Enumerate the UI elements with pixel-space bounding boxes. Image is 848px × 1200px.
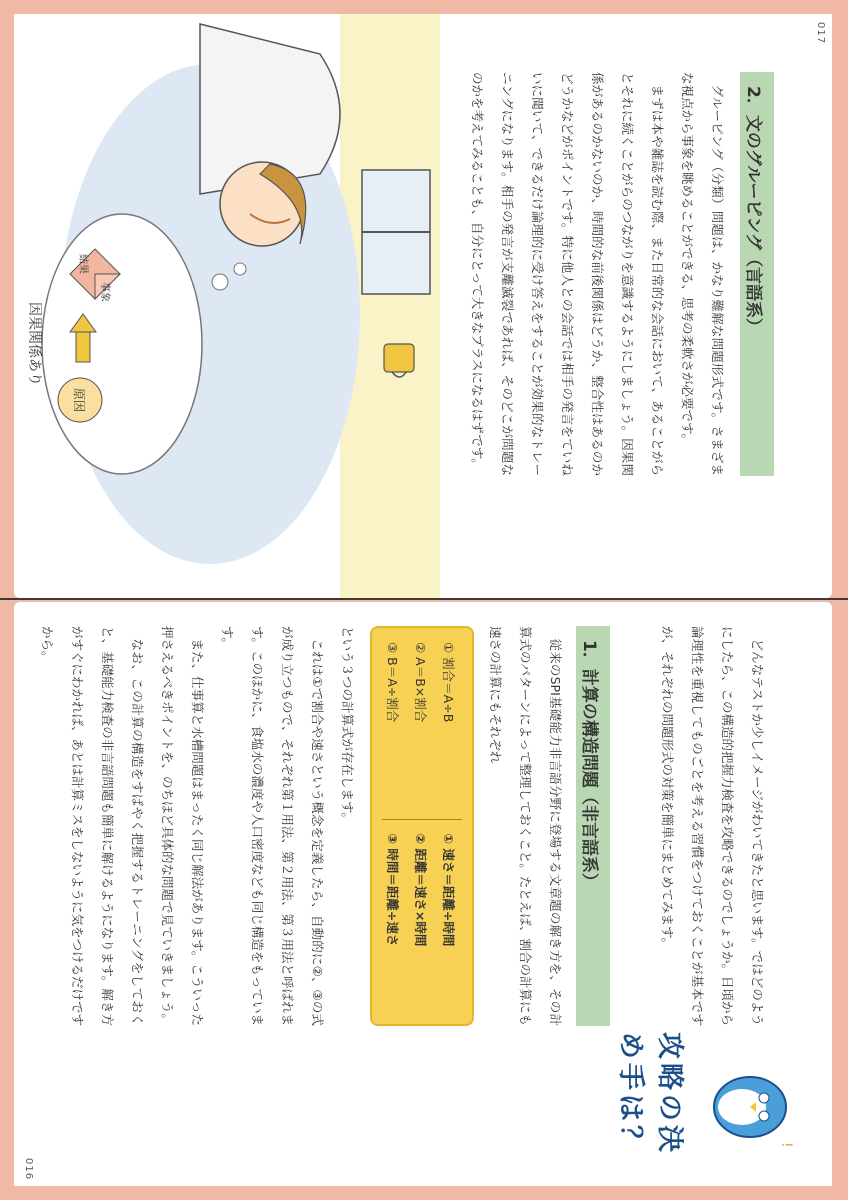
thought-dot	[234, 263, 246, 275]
paragraph: どんなテストか少しイメージがわいてきたと思います。ではどのようにしたら、この構造的把握力検査を攻略できるのでしょうか。日頃から論理性を重視してものごとを考える習慣をつけておくことが基本ですが、それぞれの問題形式の対策を簡単にまとめてみます。	[660, 626, 765, 1027]
thought-dot	[212, 274, 228, 290]
section-body-continued	[32, 626, 362, 1026]
paragraph: まずは本や雑誌を読む際、また日常的な会話において、あることがらとそれに続くことがらのつながりを意識するようにしましょう。因果関係があるのかないのか、時間的な前後関係はどうか、整合性はあるのかどうかなどがポイントです。特に他人との会話では相手の発言をていねいに聞いて、できるだけ論理的に受け答えをすることが効果的なトレーニングになります。相手の発言が支離滅裂であれば、そのどこが問題なのかを考えてみることも、自分にとって大きなプラスになるはずです。	[470, 72, 665, 476]
formula: ① 速さ＝距離÷時間	[441, 833, 456, 947]
effect-label-2: 結果	[77, 254, 88, 274]
formula-box	[370, 626, 474, 1026]
left-page-content	[14, 602, 832, 1186]
intro-text	[652, 626, 772, 1026]
open-book-icon	[362, 170, 430, 294]
paragraph: これは①で割合や速さという概念を定義したら、自動的に②、③の式が成り立つもので、それぞれ第１用法、第２用法、第３用法と呼ばれます。このほかに、食塩水の濃度や人口密度なども同じ構造をもっています。	[220, 626, 325, 1026]
formula: ① 割合＝A÷B	[441, 642, 456, 723]
formula: ② A＝B×割合	[413, 642, 428, 723]
formula: ③ 時間＝距離÷速さ	[385, 833, 400, 947]
illustration-caption: 因果関係あり	[26, 302, 42, 386]
section-heading: 2．文のグルーピング（言語系）	[740, 72, 774, 476]
paragraph: 従来のSPI基礎能力非言語分野に登場する文章題の解き方を、その計算式のパターンによって整理しておくこと。たとえば、割合の計算にも速さの計算にもそれぞれ	[488, 626, 563, 1026]
paragraph: また、仕事算と水槽問題はまったく同じ解法があります。こういった押さえるべきポイントを、のちほど具体的な問題で見ていきましょう。	[160, 626, 205, 1027]
right-page-content	[14, 14, 832, 598]
thought-cloud	[42, 214, 202, 474]
section-heading: 1．計算の構造問題（非言語系）	[576, 626, 610, 1026]
page-fold-line	[0, 598, 848, 600]
ratio-formulas	[382, 642, 462, 819]
paragraph: なお、この計算の構造をすばやく把握するトレーニングをしておくと、基礎能力検査の非言語問題も簡単に解けるようになります。解き方がすぐにわかれば、あとは計算ミスをしないように気をつけるだけですから。	[40, 626, 145, 1027]
formula: ③ B＝A÷割合	[385, 642, 400, 723]
page-number: 017	[815, 22, 826, 45]
speed-formulas	[382, 819, 462, 1011]
page-number: 016	[23, 1158, 34, 1181]
section-body	[462, 72, 732, 476]
penguin-mascot-icon	[702, 1052, 812, 1162]
mascot	[702, 1052, 812, 1162]
section-body	[480, 626, 570, 1026]
effect-label-1: 事象	[99, 282, 110, 302]
coffee-mug-icon	[384, 344, 414, 377]
paragraph: という３つの計算式が存在します。	[340, 626, 355, 826]
paragraph: グルーピング（分類）問題は、かなり難解な問題形式です。さまざまな視点から事象を眺めることができる、思考の柔軟さが必要です。	[680, 72, 725, 476]
cause-label: 原因	[72, 387, 86, 413]
formula: ② 距離＝速さ×時間	[413, 833, 428, 947]
svg-text:!: !	[778, 1142, 794, 1148]
thinking-person-illustration	[14, 14, 440, 598]
page-title: 攻略の決め手は？	[615, 1032, 685, 1156]
